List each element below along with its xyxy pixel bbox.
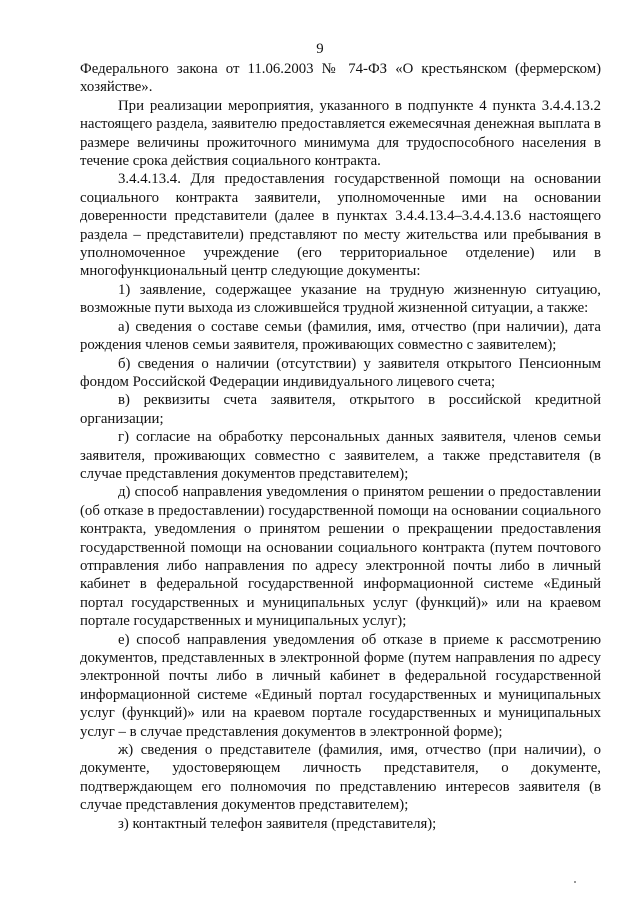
paragraph-subitem-g: г) согласие на обработку персональных данных заявителя, членов семьи заявителя, проживающих совместно с заявителем, а также представителя (в случае представления документов представителем); — [80, 429, 601, 482]
paragraph-subitem-zh: ж) сведения о представителе (фамилия, имя, отчество (при наличии), о документе, удостоверяющем личность представителя, о документе, подтверждающем его полномочия по представлению интересов заявителя (в случае представления документов представителем); — [80, 742, 601, 814]
paragraph-subitem-e: е) способ направления уведомления об отказе в приеме к рассмотрению документов, представленных в электронной форме (путем направления по адресу электронной почты либо в личный кабинет в федеральной государственной информационной системе «Единый портал государственных и муниципальных услуг (функций)» или на краевом портале государственных и муниципальных услуг – в случае представления документов в электронной форме); — [80, 631, 601, 740]
paragraph-subitem-v: в) реквизиты счета заявителя, открытого в российской кредитной организации; — [80, 392, 601, 427]
document-body — [80, 60, 601, 833]
paragraph-item-1-application: 1) заявление, содержащее указание на трудную жизненную ситуацию, возможные пути выхода из сложившейся трудной жизненной ситуации, а также: — [80, 281, 601, 317]
paragraph-monthly-payment: При реализации мероприятия, указанного в подпункте 4 пункта 3.4.4.13.2 настоящего раздела, заявителю предоставляется ежемесячная денежная выплата в размере величины прожиточного минимума для трудоспособного населения в течение срока действия социального контракта. — [80, 97, 601, 170]
paragraph-subitem-a: а) сведения о составе семьи (фамилия, имя, отчество (при наличии), дата рождения членов семьи заявителя, проживающих совместно с заявителем); — [80, 318, 601, 354]
page-number: 9 — [316, 41, 324, 57]
paragraph-subitem-d: д) способ направления уведомления о принятом решении о предоставлении (об отказе в предоставлении) государственной помощи на основании социального контракта, уведомления о принятом решении о прекращении предоставления государственной помощи на основании социального контракта (путем почтового отправления либо направления по адресу электронной почты либо в личный кабинет в федеральной государственной информационной системе «Единый портал государственных и муниципальных услуг (функций)» или на краевом портале государственных и муниципальных услуг); — [80, 484, 601, 630]
paragraph-law-reference: Федерального закона от 11.06.2003 № 74-ФЗ «О крестьянском (фермерском) хозяйстве». — [80, 61, 601, 96]
paragraph-3-4-4-13-4: 3.4.4.13.4. Для предоставления государственной помощи на основании социального контракта заявители, уполномоченные ими на основании доверенности представители (далее в пунктах 3.4.4.13.4–3.4.4.13.6 настоящего раздела – представители) представляют по месту жительства или пребывания в уполномоченное учреждение (его территориальное отделение) или в многофункциональный центр следующие документы: — [80, 171, 601, 280]
paragraph-subitem-z: з) контактный телефон заявителя (представителя); — [118, 815, 437, 832]
scan-speck — [574, 881, 576, 883]
paragraph-subitem-b: б) сведения о наличии (отсутствии) у заявителя открытого Пенсионным фондом Российской Федерации индивидуального лицевого счета; — [80, 355, 601, 390]
